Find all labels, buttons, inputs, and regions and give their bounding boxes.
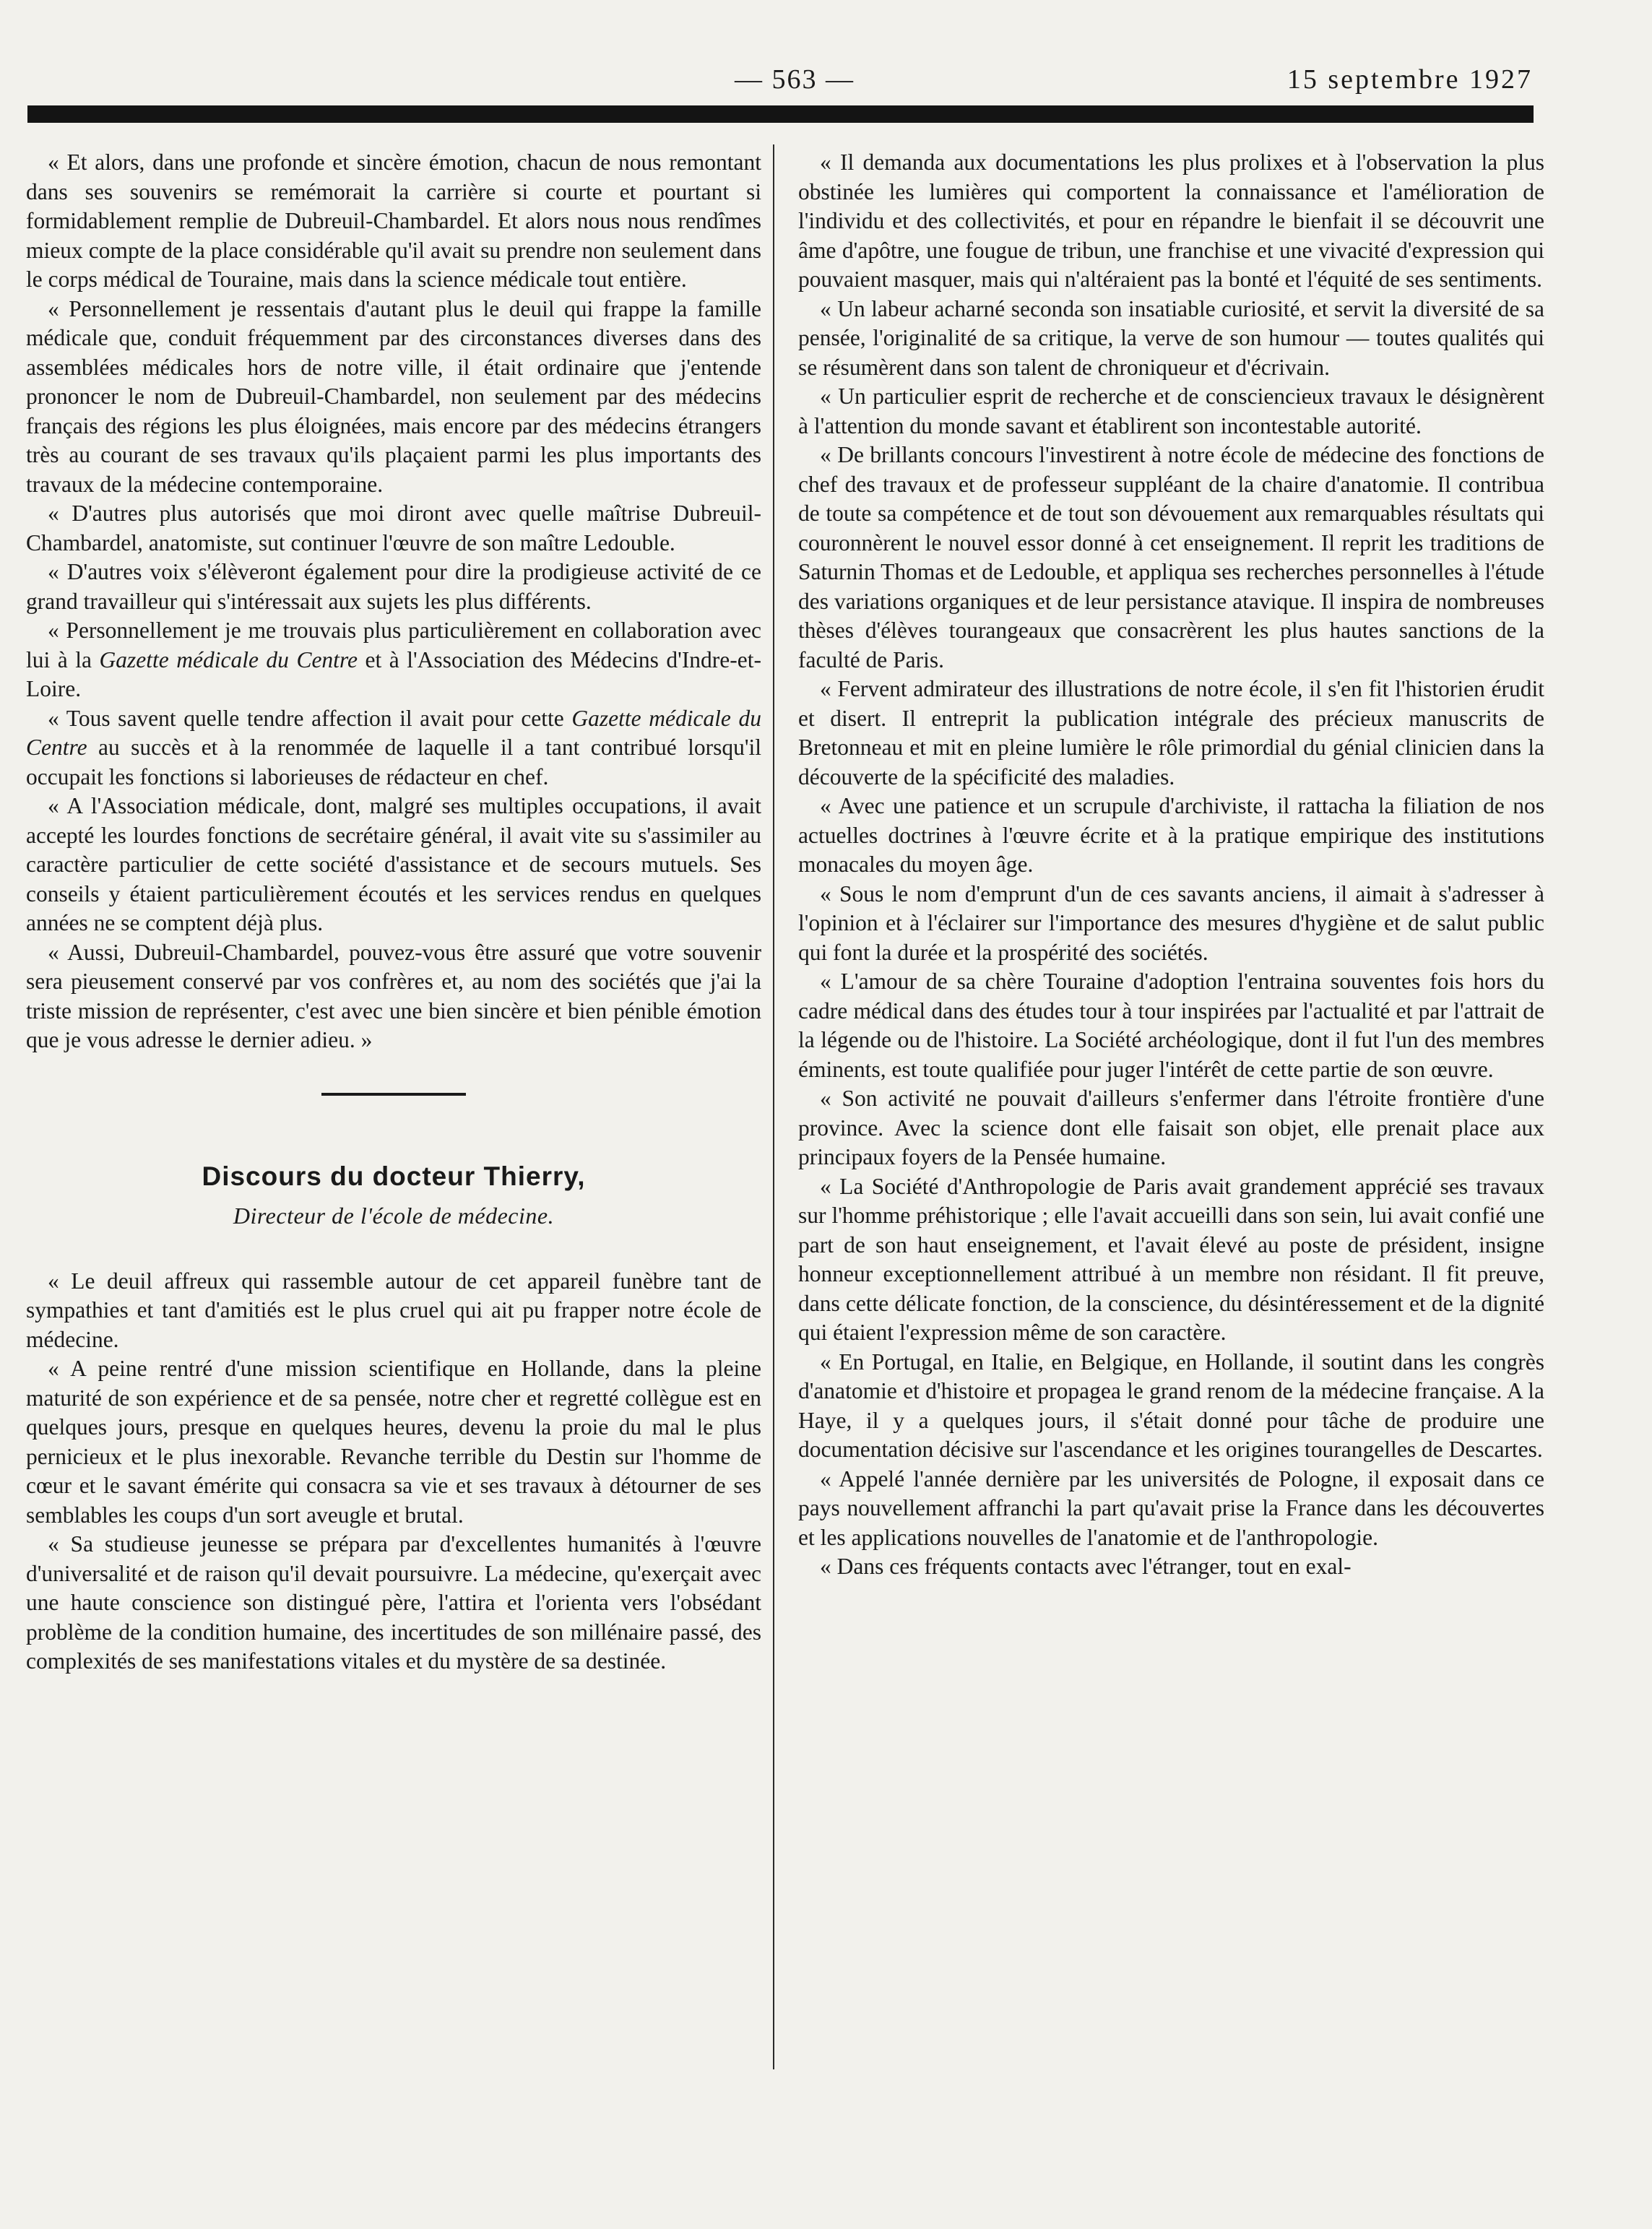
- paragraph: « Aussi, Dubreuil-Chambardel, pouvez-vous être assuré que votre souvenir sera pieusement conservé par vos confrères et, au nom des sociétés que j'ai la triste mission de représenter, c'est avec une bien sincère et bien pénible émotion que je vous adresse le dernier adieu. »: [26, 939, 761, 1052]
- issue-date: 15 septembre 1927: [1286, 64, 1533, 95]
- paragraph: « Fervent admirateur des illustrations de notre école, il s'en fit l'historien érudit et disert. Il entreprit la publication intégrale des précieux manuscrits de Bretonneau et mit en pleine lumière le rôle primordial du génial clinicien dans la découverte de la spécificité des maladies.: [798, 676, 1544, 789]
- paragraph: « D'autres voix s'élèveront également pour dire la prodigieuse activité de ce grand travailleur qui s'intéressait aux sujets les plus différents.: [26, 559, 761, 614]
- journal-title: Gazette médicale du Centre: [26, 705, 762, 760]
- paragraph: « Le deuil affreux qui rassemble autour de cet appareil funèbre tant de sympathies et tant d'amitiés est le plus cruel qui ait pu frapper notre école de médecine.: [26, 1268, 761, 1352]
- paragraph: « Dans ces fréquents contacts avec l'étranger, tout en exal-: [820, 1554, 1352, 1579]
- speech-body: [26, 1267, 761, 1676]
- paragraph: « La Société d'Anthropologie de Paris avait grandement apprécié ses travaux sur l'homme préhistorique ; elle l'avait accueilli dans son sein, lui avait confié une part de son haut enseignement, et l'avait élevé au poste de président, insigne honneur exceptionnellement attribué à un membre non résidant. Il fit preuve, dans cette délicate fonction, de la conscience, du désintéressement et de la dignité qui étaient l'expression même de son caractère.: [798, 1173, 1544, 1345]
- paragraph: « D'autres plus autorisés que moi diront avec quelle maîtrise Dubreuil-Chambardel, anatomiste, sut continuer l'œuvre de son maître Ledouble.: [26, 501, 761, 555]
- journal-title: Gazette médicale du Centre: [99, 646, 358, 672]
- speech-title: Discours du docteur Thierry,: [202, 1161, 586, 1191]
- section-separator: [321, 1093, 466, 1096]
- text-run: et à l'Association des Médecins d'Indre-et-Loire.: [26, 646, 761, 701]
- text-run: « Tous savent quelle tendre affection il avait pour cette: [48, 705, 572, 731]
- speech-subtitle: Directeur de l'école de médecine.: [233, 1203, 555, 1229]
- column-divider: [773, 144, 774, 2069]
- paragraph: « Et alors, dans une profonde et sincère émotion, chacun de nous remontant dans ses souvenirs se remémorait la carrière si courte et pourtant si formidablement remplie de Dubreuil-Chambardel. Et alors nous nous rendîmes mieux compte de la place considérable qu'il avait su prendre non seulement dans le corps médical de Touraine, mais dans la science médicale tout entière.: [26, 150, 761, 292]
- right-column: [798, 148, 1544, 1582]
- paragraph: « Avec une patience et un scrupule d'archiviste, il rattacha la filiation de nos actuelles doctrines à l'œuvre écrite et à la pratique empirique des institutions monacales du moyen âge.: [798, 793, 1544, 877]
- paragraph: « Un labeur acharné seconda son insatiable curiosité, et servit la diversité de sa pensée, l'originalité de sa critique, la verve de son humour — toutes qualités qui se résumèrent dans son talent de chroniqueur et d'écrivain.: [798, 295, 1544, 380]
- paragraph: « Sous le nom d'emprunt d'un de ces savants anciens, il aimait à s'adresser à l'opinion et à l'éclairer sur l'importance des mesures d'hygiène et de salut public qui font la durée et la prospérité des sociétés.: [798, 880, 1544, 965]
- text-run: au succès et à la renommée de laquelle il a tant contribué lorsqu'il occupait les fonctions si laborieuses de rédacteur en chef.: [26, 735, 761, 789]
- header-rule: [27, 105, 1534, 123]
- page-header: [0, 0, 1652, 101]
- paragraph: « Appelé l'année dernière par les universités de Pologne, il exposait dans ce pays nouvellement affranchi la part qu'avait prise la France dans les découvertes et les applications nouvelles de l'anatomie et de l'anthropologie.: [798, 1466, 1544, 1550]
- paragraph: [26, 704, 761, 792]
- paragraph: « Son activité ne pouvait d'ailleurs s'enfermer dans l'étroite frontière d'une province. Avec la science dont elle faisait son objet, elle prenait place aux principaux foyers de la Pensée humaine.: [798, 1086, 1544, 1169]
- paragraph: [26, 616, 761, 704]
- paragraph: « De brillants concours l'investirent à notre école de médecine des fonctions de chef des travaux et de professeur suppléant de la chaire d'anatomie. Il contribua de toute sa compétence et de tout son dévouement aux remarquables résultats qui couronnèrent le nouvel essor donné à cet enseignement. Il reprit les traditions de Saturnin Thomas et de Ledouble, et appliqua ses recherches personnelles à l'étude des variations organiques et de leur persistance atavique. Il inspira de nombreuses thèses d'élèves tourangeaux que consacrèrent les plus hautes sanctions de la faculté de Paris.: [798, 442, 1544, 672]
- paragraph: « Un particulier esprit de recherche et de consciencieux travaux le désignèrent à l'attention du monde savant et établirent son incontestable autorité.: [798, 384, 1544, 438]
- paragraph: « A l'Association médicale, dont, malgré ses multiples occupations, il avait accepté les lourdes fonctions de secrétaire général, il avait vite su s'assimiler au caractère particulier de cette société d'assistance et de secours mutuels. Ses conseils y étaient particulièrement écoutés et les services rendus en quelques années ne se comptent déjà plus.: [26, 793, 761, 935]
- text-run: « Personnellement je me trouvais plus particulièrement en collaboration avec lui à la: [26, 618, 761, 672]
- left-column: [26, 148, 761, 1676]
- paragraph: « A peine rentré d'une mission scientifique en Hollande, dans la pleine maturité de son expérience et de sa pensée, notre cher et regretté collègue est en quelques jours, presque en quelques heures, devenu la proie du mal le plus pernicieux et le plus inexorable. Revanche terrible du Destin sur l'homme de cœur et le savant émérite qui consacra sa vie et ses travaux à détourner de ses semblables les coups d'un sort aveugle et brutal.: [26, 1356, 761, 1528]
- paragraph: « En Portugal, en Italie, en Belgique, en Hollande, il soutint dans les congrès d'anatomie et d'histoire et propagea le grand renom de la médecine française. A la Haye, il y a quelques jours, il s'était donné pour tâche de produire une documentation décisive sur l'ascendance et les origines tourangelles de Descartes.: [798, 1349, 1544, 1462]
- paragraph: « Il demanda aux documentations les plus prolixes et à l'observation la plus obstinée les lumières qui comportent la connaissance et l'amélioration de l'individu et des collectivités, et pour en répandre le bienfait il se découvrit une âme d'apôtre, une fougue de tribun, une franchise et une vivacité d'expression qui pouvaient masquer, mais qui n'altéraient pas la bonté et l'équité de ses sentiments.: [798, 150, 1544, 292]
- page-number: — 563 —: [735, 64, 855, 95]
- paragraph: « Personnellement je ressentais d'autant plus le deuil qui frappe la famille médicale que, conduit fréquemment par des circonstances diverses dans des assemblées médicales hors de notre ville, il était ordinaire que j'entende prononcer le nom de Dubreuil-Chambardel, non seulement par des médecins français des régions les plus éloignées, mais encore par des médecins étrangers très au courant de ses travaux qu'ils plaçaient parmi les plus importants des travaux de la médecine contemporaine.: [26, 295, 761, 497]
- paragraph: « L'amour de sa chère Touraine d'adoption l'entraina souventes fois hors du cadre médical dans des études tour à tour inspirées par l'actualité et par l'attrait de la légende ou de l'histoire. La Société archéologique, dont il fut l'un des membres éminents, est toute qualifiée pour juger l'intérêt de cette partie de son œuvre.: [798, 969, 1544, 1082]
- paragraph: « Sa studieuse jeunesse se prépara par d'excellentes humanités à l'œuvre d'universalité et de raison qu'il devait poursuivre. La médecine, qu'exerçait avec une haute conscience son distingué père, l'attira et l'orienta vers l'obsédant problème de la condition humaine, des incertitudes de son millénaire passé, des complexités de ses manifestations vitales et du mystère de sa destinée.: [26, 1531, 761, 1674]
